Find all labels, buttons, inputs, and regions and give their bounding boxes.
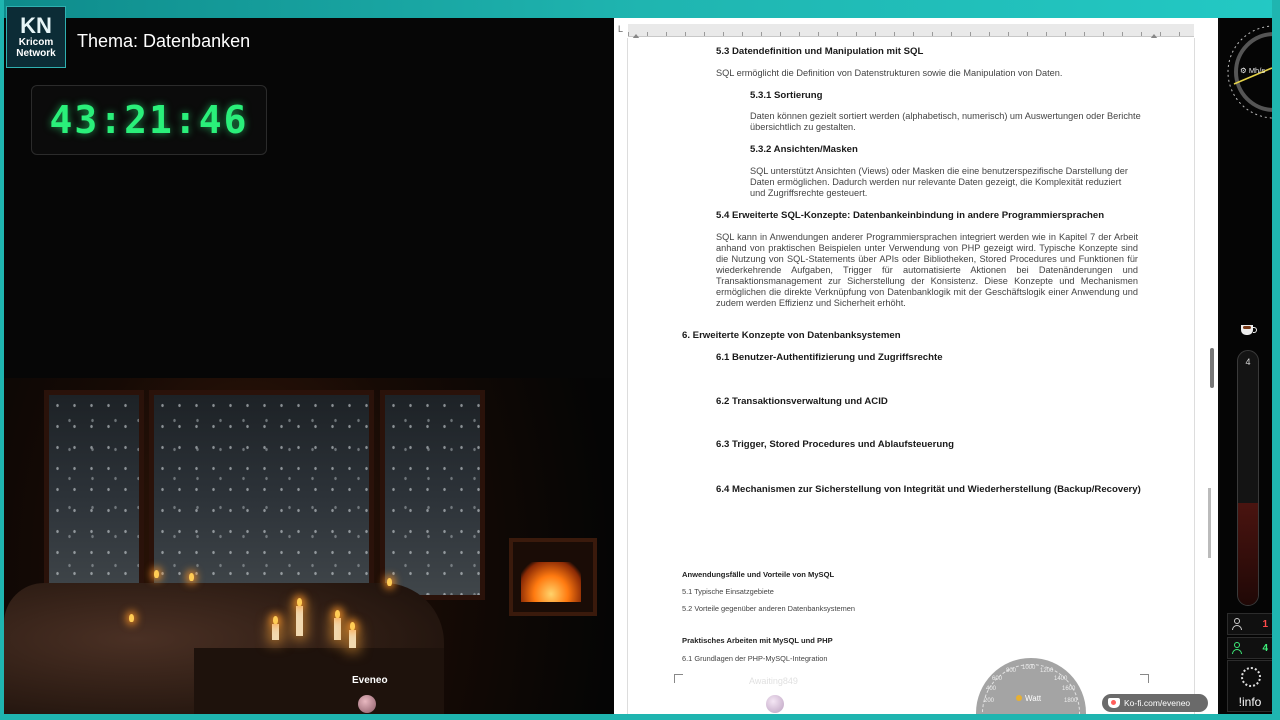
heading-6-3: 6.3 Trigger, Stored Procedures und Ablaufsteuerung	[716, 439, 954, 450]
heading-6-4: 6.4 Mechanismen zur Sicherstellung von Integrität und Wiederherstellung (Backup/Recovery)	[716, 484, 1141, 495]
note-item: 5.1 Typische Einsatzgebiete	[682, 587, 774, 596]
bottom-frame-border	[0, 714, 1280, 720]
gauge-tick: 1600	[1062, 686, 1076, 692]
hashrate-unit: Mh/s	[1248, 66, 1266, 75]
candle-flame	[189, 573, 194, 581]
heading-5-3: 5.3 Datendefinition und Manipulation mit SQL	[716, 46, 924, 57]
horizontal-ruler[interactable]	[628, 24, 1194, 37]
info-command-box	[1227, 660, 1273, 712]
stream-topic: Thema: Datenbanken	[77, 31, 251, 51]
window-left	[44, 390, 144, 600]
gauge-tick: 200	[984, 698, 995, 704]
right-frame-border	[1272, 0, 1280, 720]
chatter-person-icon	[1232, 642, 1242, 654]
ghost-username: Awaiting849	[749, 676, 798, 686]
gauge-tick: 800	[1006, 668, 1017, 674]
gauge-tick: 1800	[1064, 698, 1078, 704]
gauge-tick: 1000	[1022, 665, 1036, 671]
ruler-tab-selector[interactable]: L	[618, 24, 624, 34]
candle-flame	[387, 578, 392, 586]
tube-count: 4	[1245, 357, 1251, 367]
watt-label	[1016, 694, 1041, 703]
note-item: 6.1 Grundlagen der PHP-MySQL-Integration	[682, 654, 828, 663]
kofi-text: Ko-fi.com/eveneo	[1124, 698, 1191, 708]
heading-5-4: 5.4 Erweiterte SQL-Konzepte: Datenbankeinbindung in andere Programmiersprachen	[716, 210, 1105, 221]
heading-5-3-2: 5.3.2 Ansichten/Masken	[750, 144, 858, 155]
candle	[334, 618, 341, 640]
timer-value: 43:21:46	[49, 98, 249, 142]
viewer-avatar	[766, 695, 784, 713]
logo-initials: KN	[20, 13, 52, 38]
coffee-icon	[1239, 321, 1257, 337]
paragraph-5-4: SQL kann in Anwendungen anderer Programmiersprachen integriert werden wie in Kapitel 7 der Arbeit anhand von praktischen Beispielen unter Verwendung von PHP gezeigt wird. Typische Konzepte sind die Nutzung von SQL-Statements über APIs oder Bibliotheken, Stored Procedures und Funktionen für wiederkehrende Aufgaben, Trigger für automatisierte Aktionen bei Datenänderungen und Transaktionsmanagement zur Sicherstellung der Konsistenz. Diese Konzepte und Mechanismen ermöglichen die direkte Verknüpfung von Datenbanklogik mit der Geschäftslogik einer Anwendung und zudem werden Effizienz und Sicherheit erhöht.	[716, 232, 1138, 308]
streamer-avatar	[358, 695, 376, 713]
paragraph-5-3-2: SQL unterstützt Ansichten (Views) oder Masken die eine benutzerspezifische Darstellung der Daten ermöglichen. Dadurch werden nur relevante Daten gezeigt, die Komplexität reduziert und Zugriffsrechte gesteuert.	[750, 166, 1128, 198]
heading-6: 6. Erweiterte Konzepte von Datenbanksystemen	[682, 330, 901, 341]
channel-logo	[6, 6, 66, 68]
page-corner-mark	[674, 674, 683, 683]
gauge-tick: 1400	[1054, 676, 1068, 682]
stream-timer	[31, 85, 267, 155]
hashrate-gauge	[1224, 22, 1276, 122]
heading-5-3-1: 5.3.1 Sortierung	[750, 90, 823, 101]
logo-line-2: Network	[16, 48, 56, 59]
heading-6-2: 6.2 Transaktionsverwaltung und ACID	[716, 396, 888, 407]
chatters-counter	[1227, 637, 1273, 659]
fireplace	[509, 538, 597, 616]
info-label: !info	[1238, 695, 1262, 709]
window-right	[380, 390, 485, 600]
candle-flame	[350, 622, 355, 630]
note-heading-php: Praktisches Arbeiten mit MySQL und PHP	[682, 636, 833, 645]
candle	[349, 630, 356, 648]
vertical-scrollbar[interactable]	[1208, 488, 1211, 558]
gauge-tick: 1200	[1040, 668, 1054, 674]
candle	[272, 624, 279, 640]
chatters-count: 4	[1262, 642, 1268, 654]
document-viewer	[614, 18, 1218, 714]
heading-6-1: 6.1 Benutzer-Authentifizierung und Zugriffsrechte	[716, 352, 943, 363]
viewers-count: 1	[1262, 618, 1268, 630]
candle-flame	[297, 598, 302, 606]
dark-wall	[4, 18, 614, 378]
hashrate-label: ⚙ Mh/s	[1240, 66, 1266, 75]
paragraph-5-3: SQL ermöglicht die Definition von Datenstrukturen sowie die Manipulation von Daten.	[716, 68, 1063, 78]
candle-flame	[335, 610, 340, 618]
note-heading-mysql: Anwendungsfälle und Vorteile von MySQL	[682, 570, 835, 579]
gauge-tick: 400	[986, 686, 997, 692]
kofi-link[interactable]	[1102, 694, 1208, 712]
scroll-thumb[interactable]	[1210, 348, 1214, 388]
paragraph-5-3-1: Daten können gezielt sortiert werden (alphabetisch, numerisch) um Auswertungen oder Berichte übersichtlich zu gestalten.	[750, 111, 1141, 132]
logo-line-1: Kricom	[18, 37, 54, 48]
candle-flame	[129, 614, 134, 622]
document-page[interactable]	[628, 38, 1194, 714]
streamer-name: Eveneo	[352, 675, 388, 686]
viewer-person-icon	[1232, 618, 1242, 630]
candle	[296, 606, 303, 636]
viewers-counter	[1227, 613, 1273, 635]
watt-label-text: Watt	[1025, 694, 1042, 703]
page-corner-mark	[1140, 674, 1149, 683]
note-item: 5.2 Vorteile gegenüber anderen Datenbanksystemen	[682, 604, 855, 613]
window-center	[149, 390, 374, 600]
kofi-cup-icon	[1108, 698, 1120, 708]
candle-flame	[273, 616, 278, 624]
coffee-level-tube	[1237, 350, 1259, 606]
tube-fill	[1238, 503, 1258, 605]
candle-flame	[154, 570, 159, 578]
top-frame-border	[0, 0, 1280, 18]
gauge-tick: 600	[992, 676, 1003, 682]
coffee-table	[194, 648, 444, 714]
sparkle-icon	[1241, 667, 1261, 687]
